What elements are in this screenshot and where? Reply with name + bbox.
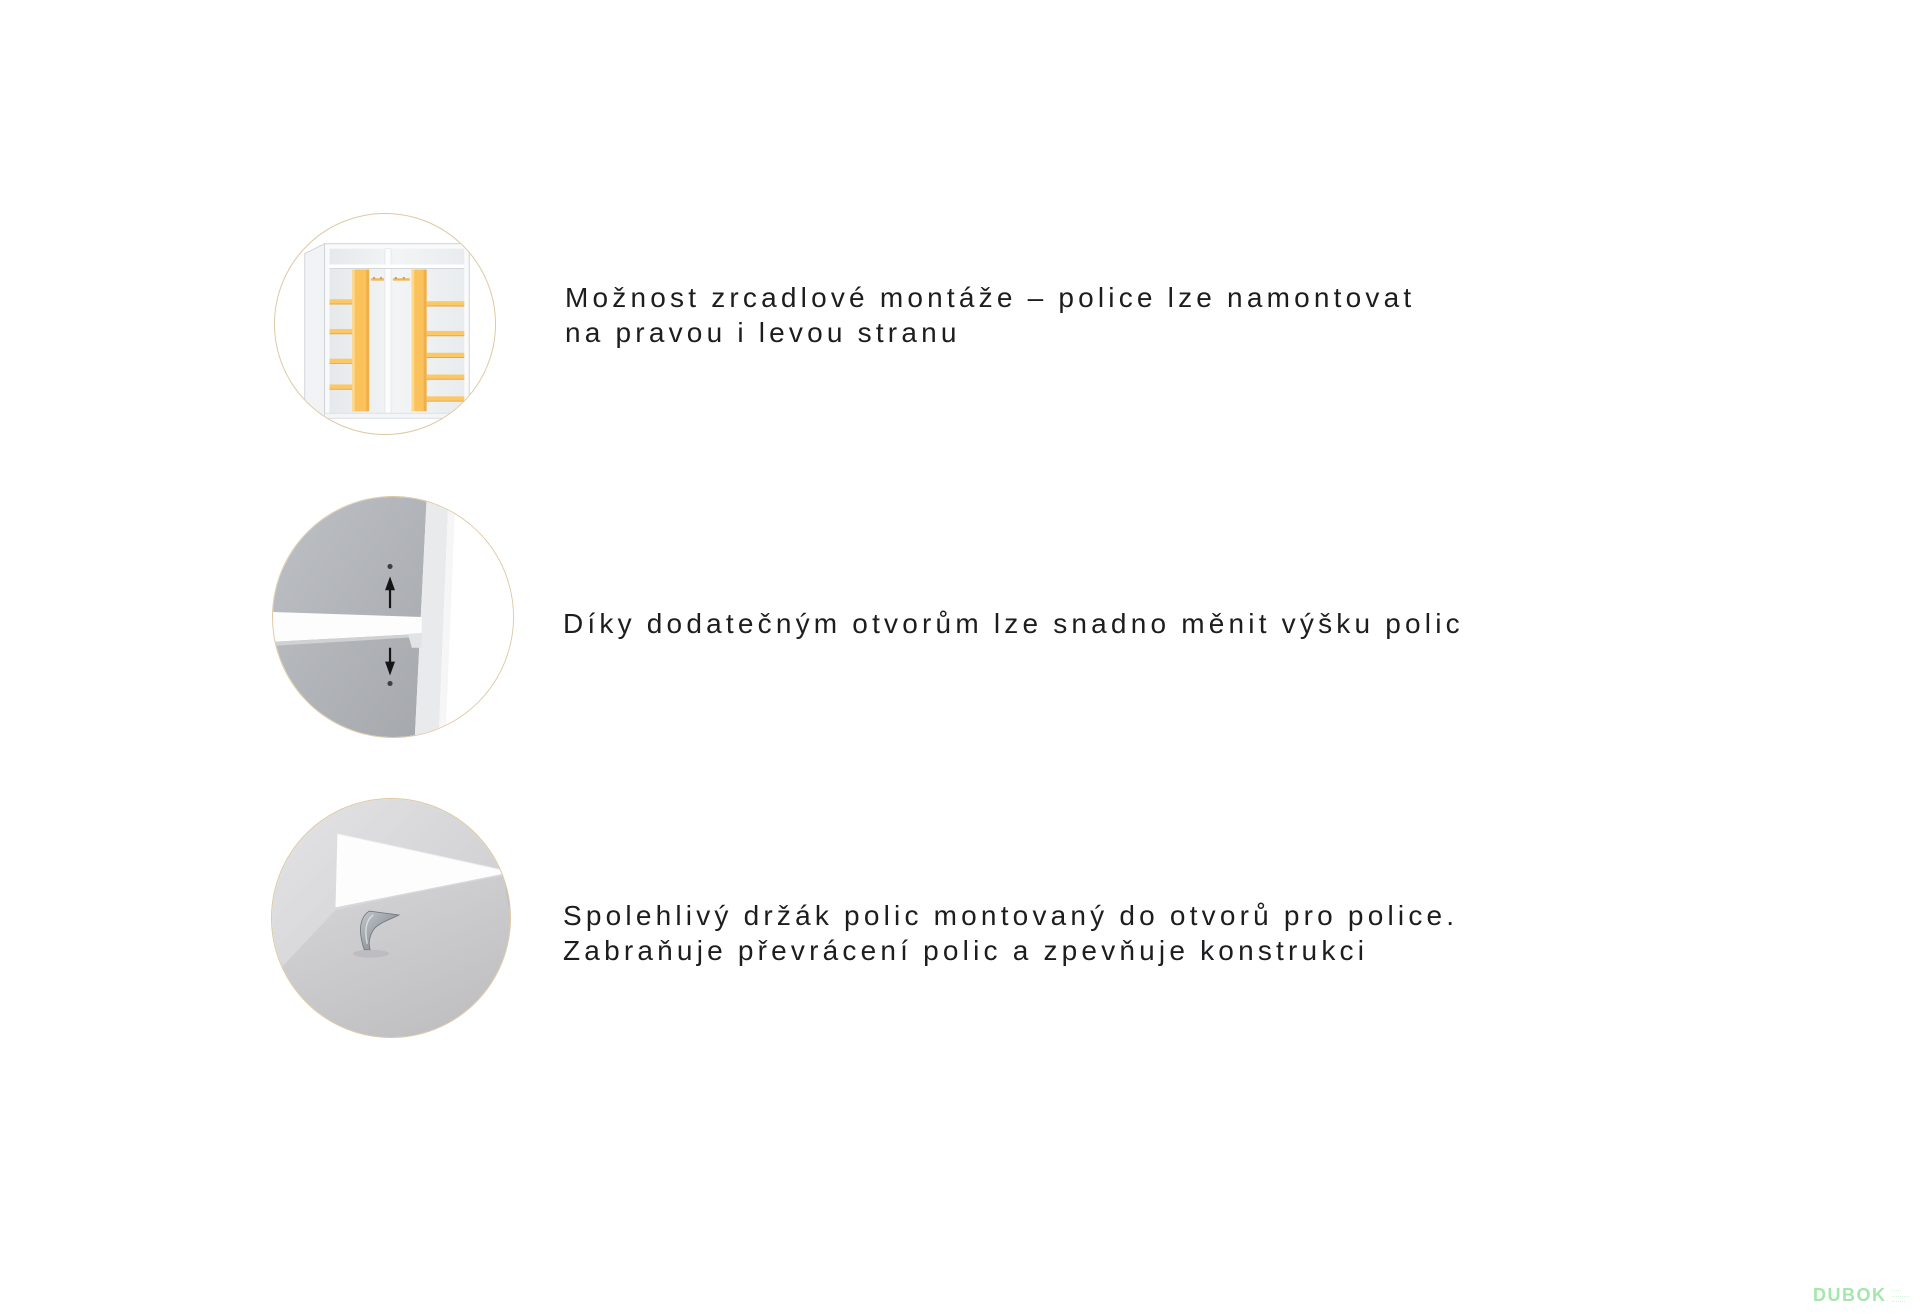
feature-text-line: na pravou i levou stranu — [565, 317, 961, 348]
dubok-tagline-line: ····· — [1891, 1288, 1902, 1293]
feature-text-adjustable-height — [563, 606, 1464, 641]
dubok-logo: DUBOK — [1813, 1285, 1887, 1305]
dubok-tagline-line: ······· — [1891, 1299, 1907, 1304]
feature-text-mirror-mounting — [565, 280, 1415, 350]
feature-image-adjustable-height — [272, 496, 514, 738]
shelf-height-arrows-icon — [273, 497, 513, 737]
feature-image-mirror-mounting — [274, 213, 496, 435]
wardrobe-interior-icon — [275, 214, 495, 434]
dubok-tagline-line: ········· — [1891, 1293, 1911, 1299]
feature-text-line: Spolehlivý držák polic montovaný do otvorů pro police. — [563, 900, 1459, 931]
feature-text-shelf-holder — [563, 898, 1458, 968]
dubok-tagline — [1892, 1285, 1911, 1305]
feature-text-line: Zabraňuje převrácení polic a zpevňuje konstrukci — [563, 935, 1369, 966]
feature-text-line: Díky dodatečným otvorům lze snadno měnit výšku polic — [563, 608, 1464, 639]
feature-image-shelf-holder — [271, 798, 511, 1038]
shelf-bracket-icon — [272, 799, 510, 1037]
feature-text-line: Možnost zrcadlové montáže – police lze namontovat — [565, 282, 1416, 313]
watermark — [1813, 1285, 1910, 1305]
